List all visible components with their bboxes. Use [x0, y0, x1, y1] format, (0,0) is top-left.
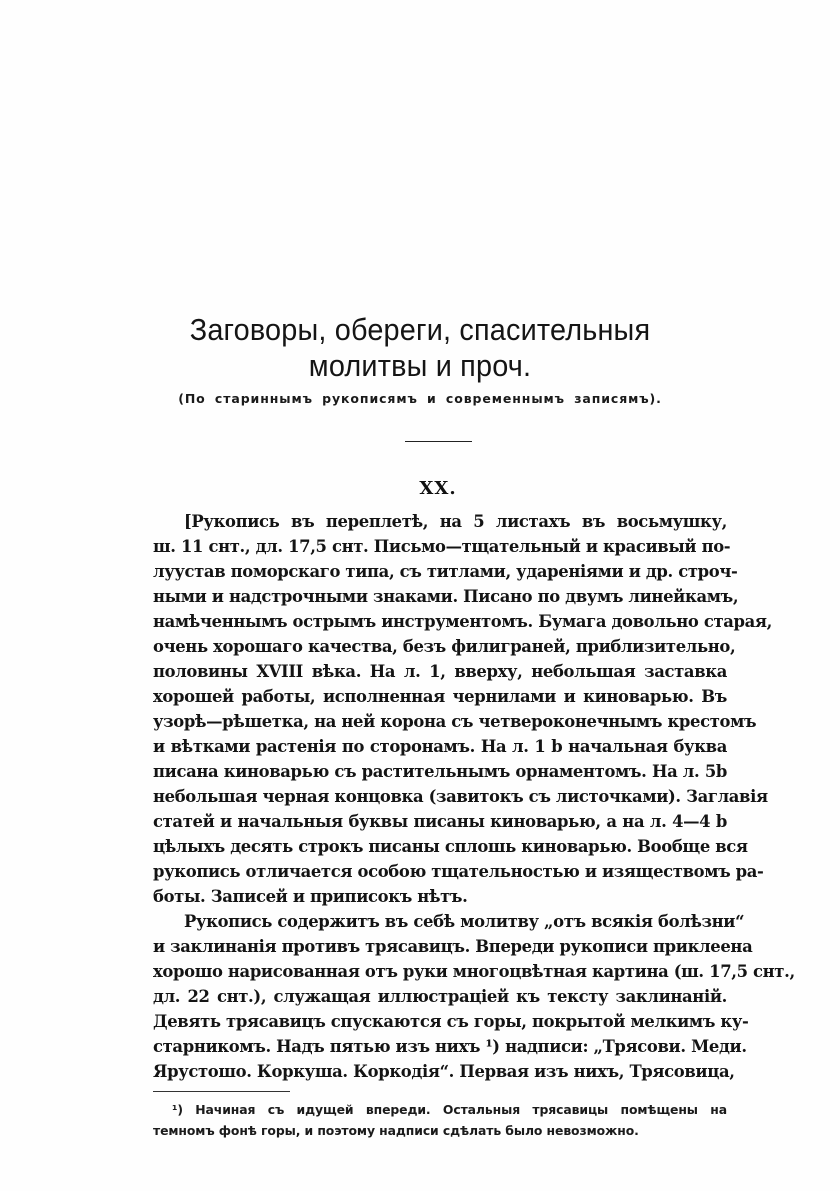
body-line: боты. Записей и приписокъ нѣтъ. — [153, 887, 468, 906]
body-line: половины XVIII вѣка. На л. 1, вверху, небольшая заставка — [153, 662, 727, 681]
article-subtitle: (По стариннымъ рукописямъ и современнымъ записямъ). — [178, 391, 662, 406]
body-line: небольшая черная концовка (завитокъ съ листочками). Заглавія — [153, 787, 768, 806]
body-line: ш. 11 снт., дл. 17,5 снт. Письмо—тщательный и красивый по- — [153, 537, 731, 556]
body-line: Рукопись содержитъ въ себѣ молитву „отъ всякія болѣзни“ — [184, 912, 745, 931]
body-line: старникомъ. Надъ пятью изъ нихъ ¹) надписи: „Трясови. Меди. — [153, 1037, 747, 1056]
body-line: писана киноварью съ растительнымъ орнаментомъ. На л. 5b — [153, 762, 727, 781]
footnote-line: ¹) Начиная съ идущей впереди. Остальныя трясавицы помѣщены на — [172, 1102, 727, 1117]
body-line: рукопись отличается особою тщательностью и изяществомъ ра- — [153, 862, 764, 881]
body-line: намѣченнымъ острымъ инструментомъ. Бумага довольно старая, — [153, 612, 773, 631]
section-number: XX. — [419, 478, 457, 499]
body-line: цѣлыхъ десять строкъ писаны сплошь киноварью. Вообще вся — [153, 837, 748, 856]
body-line: узорѣ—рѣшетка, на ней корона съ четвероконечнымъ крестомъ — [153, 712, 757, 731]
body-line: очень хорошаго качества, безъ филиграней, приблизительно, — [153, 637, 736, 656]
body-line: хорошо нарисованная отъ руки многоцвѣтная картина (ш. 17,5 снт., — [153, 962, 795, 981]
body-line: луустав поморскаго типа, съ титлами, удареніями и др. строч- — [153, 562, 738, 581]
body-line: и заклинанія противъ трясавицъ. Впереди рукописи приклеена — [153, 937, 753, 956]
article-title-line-2: молитвы и проч. — [308, 348, 532, 383]
body-line: [Рукопись въ переплетѣ, на 5 листахъ въ восьмушку, — [184, 512, 727, 531]
body-line: Девять трясавицъ спускаются съ горы, покрытой мелкимъ ку- — [153, 1012, 749, 1031]
title-divider — [405, 441, 472, 442]
body-line: статей и начальныя буквы писаны киноварью, а на л. 4—4 b — [153, 812, 727, 831]
article-title-line-1: Заговоры, обереги, спасительныя — [189, 312, 651, 347]
footnote-divider — [153, 1091, 290, 1092]
body-line: ными и надстрочными знаками. Писано по двумъ линейкамъ, — [153, 587, 739, 606]
footnote-line: темномъ фонѣ горы, и поэтому надписи сдѣлать было невозможно. — [153, 1123, 639, 1138]
body-line: дл. 22 снт.), служащая иллюстраціей къ тексту заклинаній. — [153, 987, 727, 1006]
body-line: хорошей работы, исполненная чернилами и киноварью. Въ — [153, 687, 727, 706]
body-line: Ярустошо. Коркуша. Коркодія“. Первая изъ нихъ, Трясовица, — [153, 1062, 735, 1081]
body-line: и вѣтками растенія по сторонамъ. На л. 1 b начальная буква — [153, 737, 727, 756]
